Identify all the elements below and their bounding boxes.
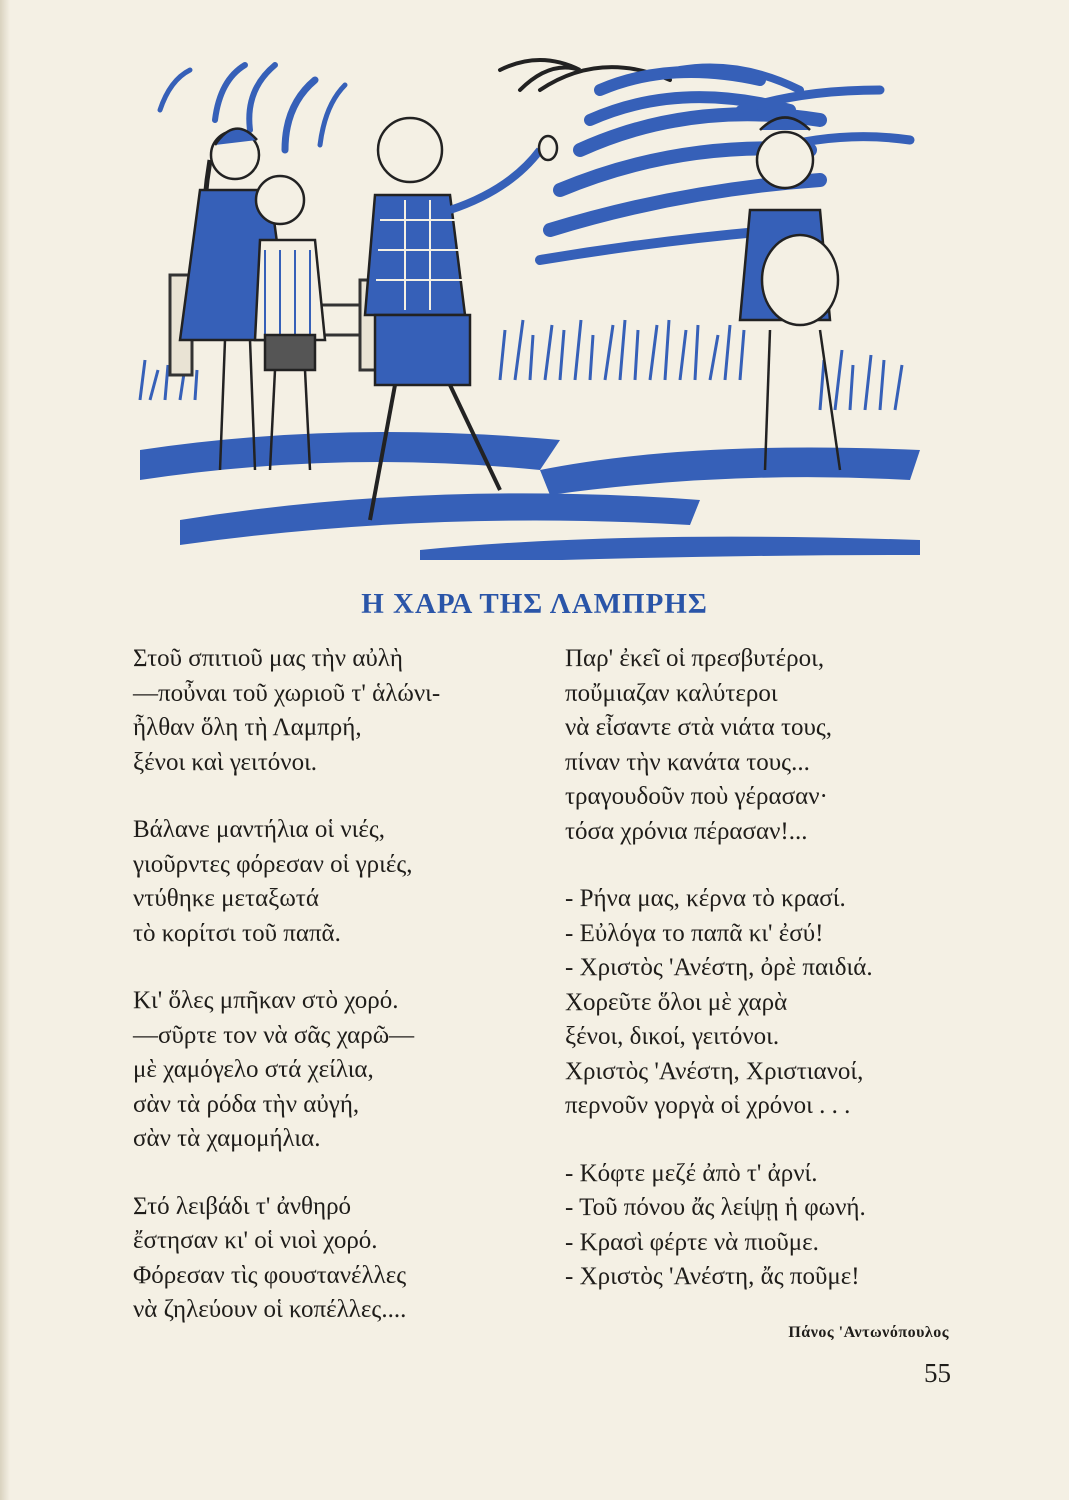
verse-line: - Τοῦ πόνου ἄς λείψῃ ἡ φωνή. (565, 1194, 866, 1221)
boy-with-egg-figure (740, 118, 840, 471)
verse-line: τραγουδοῦν ποὺ γέρασαν· (565, 783, 828, 810)
verse-line: τόσα χρόνια πέρασαν!... (565, 817, 808, 845)
stanza (133, 1190, 533, 1328)
verse-line: σὰν τὰ ρόδα τὴν αὐγή, (133, 1090, 360, 1118)
verse-line: ξένοι, δικοί, γειτόνοι. (565, 1023, 780, 1050)
verse-line: ποὔμιαζαν καλύτεροι (565, 679, 778, 707)
verse-line: - Εὐλόγα το παπᾶ κι' ἐσύ! (565, 919, 824, 947)
verse-line: Στό λειβάδι τ' ἀνθηρό (133, 1192, 352, 1220)
verse-line: ἦλθαν ὅλη τὴ Λαμπρή, (133, 714, 362, 741)
page-edge (0, 0, 10, 1500)
verse-line: - Χριστὸς 'Ανέστη, ὀρὲ παιδιά. (565, 954, 873, 981)
verse-line: Φόρεσαν τὶς φουστανέλλες (133, 1261, 407, 1289)
verse-line: πίναν τὴν κανάτα τους... (565, 748, 810, 776)
stanza (133, 813, 533, 951)
right-column (565, 642, 1005, 1328)
verse-line: μὲ χαμόγελο στά χείλια, (133, 1056, 374, 1083)
verse-line: Παρ' ἐκεῖ οἱ πρεσβυτέροι, (565, 645, 825, 672)
verse-line: - Κρασὶ φέρτε νὰ πιοῦμε. (565, 1228, 819, 1256)
poem-title: Η ΧΑΡΑ ΤΗΣ ΛΑΜΠΡΗΣ (361, 588, 708, 620)
stanza (565, 882, 1005, 1124)
small-boy-figure (255, 176, 325, 470)
stanza (133, 984, 533, 1157)
verse-line: Χορεῦτε ὅλοι μὲ χαρὰ (565, 988, 788, 1016)
stanza (133, 642, 533, 780)
author-name: Πάνος 'Αντωνόπουλος (788, 1324, 949, 1341)
verse-line: - Ρήνα μας, κέρνα τὸ κρασί. (565, 885, 846, 912)
verse-line: ἔστησαν κι' οἱ νιοὶ χορό. (133, 1227, 378, 1254)
stanza (565, 1157, 1005, 1295)
verse-line: Χριστὸς 'Ανέστη, Χριστιανοί, (565, 1057, 864, 1085)
verse-line: - Χριστὸς 'Ανέστη, ἄς ποῦμε! (565, 1263, 860, 1290)
verse-line: —ποὖναι τοῦ χωριοῦ τ' ἁλώνι- (133, 679, 441, 707)
children-playing-illustration (120, 50, 930, 560)
verse-line: περνοῦν γοργὰ οἱ χρόνοι . . . (565, 1092, 851, 1119)
verse-line: ντύθηκε μεταξωτά (133, 885, 319, 912)
verse-line: Στοῦ σπιτιοῦ μας τὴν αὐλὴ (133, 645, 403, 672)
ground-strokes (140, 432, 920, 560)
verse-line: σὰν τὰ χαμομήλια. (133, 1125, 321, 1152)
verse-line: Κι' ὅλες μπῆκαν στὸ χορό. (133, 987, 399, 1014)
verse-line: νὰ ζηλεύουν οἱ κοπέλλες.... (133, 1296, 407, 1323)
verse-line: —σῦρτε τον νὰ σᾶς χαρῶ— (133, 1021, 415, 1049)
verse-line: ξένοι καὶ γειτόνοι. (133, 748, 318, 776)
verse-line: - Κόφτε μεζέ ἀπὸ τ' ἀρνί. (565, 1159, 818, 1187)
page-number: 55 (924, 1358, 951, 1388)
verse-line: τὸ κορίτσι τοῦ παπᾶ. (133, 919, 341, 947)
verse-line: Βάλανε μαντήλια οἱ νιές, (133, 816, 386, 843)
stanza (565, 642, 1005, 849)
verse-line: νὰ εἶσαντε στὰ νιάτα τους, (565, 714, 833, 741)
left-column (133, 642, 533, 1361)
verse-line: γιοῦρντες φόρεσαν οἱ γριές, (133, 850, 413, 878)
